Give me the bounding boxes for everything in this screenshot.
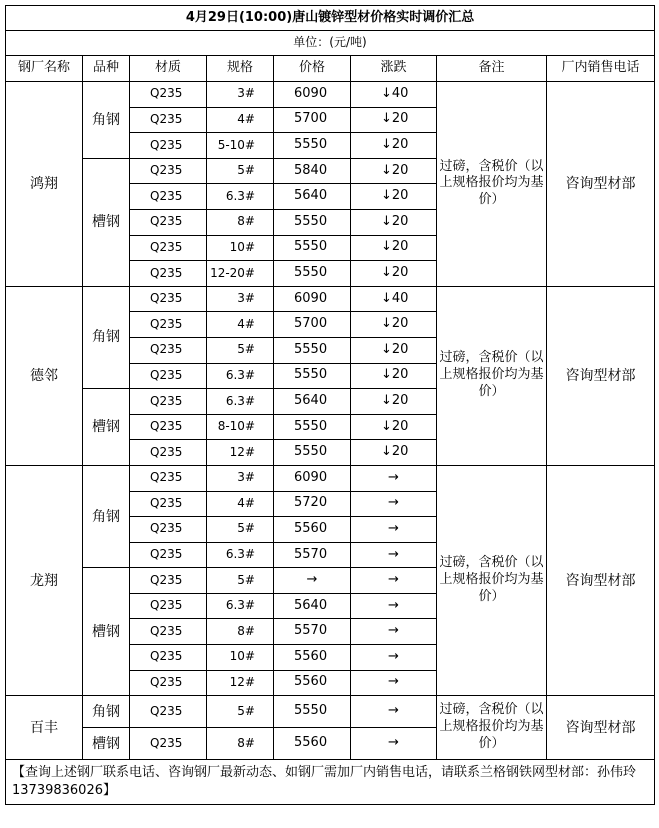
spec-cell: 6.3# bbox=[207, 593, 274, 619]
header-change: 涨跌 bbox=[351, 56, 437, 82]
price-cell: 5840 bbox=[274, 158, 351, 184]
variety-angle: 角钢 bbox=[83, 465, 130, 567]
price-cell: 5550 bbox=[274, 261, 351, 287]
mill-name: 德邻 bbox=[6, 286, 83, 465]
variety-channel: 槽钢 bbox=[83, 389, 130, 466]
material-cell: Q235 bbox=[130, 158, 207, 184]
flat-arrow-icon: → bbox=[351, 517, 437, 543]
material-cell: Q235 bbox=[130, 261, 207, 287]
price-cell: 5550 bbox=[274, 337, 351, 363]
note-cell: 过磅，含税价（以上规格报价均为基价） bbox=[437, 82, 547, 287]
price-cell: 5560 bbox=[274, 517, 351, 543]
material-cell: Q235 bbox=[130, 337, 207, 363]
down-arrow-icon: ↓ bbox=[381, 341, 392, 357]
flat-arrow-icon: → bbox=[351, 568, 437, 594]
spec-cell: 12# bbox=[207, 440, 274, 466]
price-cell: 5560 bbox=[274, 670, 351, 696]
material-cell: Q235 bbox=[130, 670, 207, 696]
mill-name: 龙翔 bbox=[6, 465, 83, 695]
header-material: 材质 bbox=[130, 56, 207, 82]
header-spec: 规格 bbox=[207, 56, 274, 82]
change-cell: ↓20 bbox=[351, 158, 437, 184]
material-cell: Q235 bbox=[130, 235, 207, 261]
material-cell: Q235 bbox=[130, 82, 207, 108]
spec-cell: 3# bbox=[207, 82, 274, 108]
price-cell: 5550 bbox=[274, 696, 351, 728]
flat-arrow-icon: → bbox=[351, 491, 437, 517]
header-note: 备注 bbox=[437, 56, 547, 82]
header-phone: 厂内销售电话 bbox=[547, 56, 655, 82]
spec-cell: 5-10# bbox=[207, 133, 274, 159]
material-cell: Q235 bbox=[130, 363, 207, 389]
spec-cell: 4# bbox=[207, 491, 274, 517]
flat-arrow-icon: → bbox=[351, 670, 437, 696]
header-variety: 品种 bbox=[83, 56, 130, 82]
material-cell: Q235 bbox=[130, 696, 207, 728]
material-cell: Q235 bbox=[130, 568, 207, 594]
price-cell: 5700 bbox=[274, 107, 351, 133]
price-cell: 5550 bbox=[274, 363, 351, 389]
price-summary-table bbox=[5, 5, 655, 805]
variety-channel: 槽钢 bbox=[83, 728, 130, 760]
spec-cell: 12# bbox=[207, 670, 274, 696]
spec-cell: 8# bbox=[207, 209, 274, 235]
spec-cell: 5# bbox=[207, 158, 274, 184]
change-cell: ↓20 bbox=[351, 184, 437, 210]
variety-channel: 槽钢 bbox=[83, 568, 130, 696]
phone-cell: 咨询型材部 bbox=[547, 696, 655, 760]
flat-arrow-icon: → bbox=[351, 645, 437, 671]
header-row bbox=[6, 56, 655, 82]
price-cell: 5560 bbox=[274, 728, 351, 760]
change-cell: ↓20 bbox=[351, 133, 437, 159]
material-cell: Q235 bbox=[130, 440, 207, 466]
price-cell: 5570 bbox=[274, 619, 351, 645]
variety-angle: 角钢 bbox=[83, 286, 130, 388]
flat-arrow-icon: → bbox=[351, 728, 437, 760]
price-cell: 5640 bbox=[274, 389, 351, 415]
material-cell: Q235 bbox=[130, 728, 207, 760]
variety-angle: 角钢 bbox=[83, 696, 130, 728]
down-arrow-icon: ↓ bbox=[381, 111, 392, 127]
flat-arrow-icon: → bbox=[274, 568, 351, 594]
material-cell: Q235 bbox=[130, 465, 207, 491]
change-cell: ↓20 bbox=[351, 363, 437, 389]
down-arrow-icon: ↓ bbox=[381, 392, 392, 408]
spec-cell: 6.3# bbox=[207, 389, 274, 415]
down-arrow-icon: ↓ bbox=[381, 85, 392, 101]
change-cell: ↓40 bbox=[351, 82, 437, 108]
spec-cell: 3# bbox=[207, 465, 274, 491]
material-cell: Q235 bbox=[130, 184, 207, 210]
price-cell: 5640 bbox=[274, 184, 351, 210]
spec-cell: 4# bbox=[207, 107, 274, 133]
price-cell: 6090 bbox=[274, 465, 351, 491]
price-cell: 5640 bbox=[274, 593, 351, 619]
material-cell: Q235 bbox=[130, 619, 207, 645]
mill-name: 鸿翔 bbox=[6, 82, 83, 287]
price-cell: 6090 bbox=[274, 82, 351, 108]
material-cell: Q235 bbox=[130, 312, 207, 338]
price-cell: 5550 bbox=[274, 235, 351, 261]
table-title: 4月29日(10:00)唐山镀锌型材价格实时调价汇总 bbox=[6, 6, 655, 31]
down-arrow-icon: ↓ bbox=[381, 239, 392, 255]
phone-cell: 咨询型材部 bbox=[547, 82, 655, 287]
flat-arrow-icon: → bbox=[351, 465, 437, 491]
down-arrow-icon: ↓ bbox=[381, 444, 392, 460]
spec-cell: 5# bbox=[207, 568, 274, 594]
note-cell: 过磅，含税价（以上规格报价均为基价） bbox=[437, 286, 547, 465]
material-cell: Q235 bbox=[130, 389, 207, 415]
price-cell: 5570 bbox=[274, 542, 351, 568]
price-cell: 5700 bbox=[274, 312, 351, 338]
table-row bbox=[6, 696, 655, 728]
note-cell: 过磅，含税价（以上规格报价均为基价） bbox=[437, 465, 547, 695]
flat-arrow-icon: → bbox=[351, 542, 437, 568]
price-cell: 5550 bbox=[274, 209, 351, 235]
change-cell: ↓20 bbox=[351, 261, 437, 287]
change-cell: ↓20 bbox=[351, 235, 437, 261]
material-cell: Q235 bbox=[130, 209, 207, 235]
table-row bbox=[6, 465, 655, 491]
change-cell: ↓40 bbox=[351, 286, 437, 312]
phone-cell: 咨询型材部 bbox=[547, 465, 655, 695]
variety-angle: 角钢 bbox=[83, 82, 130, 159]
spec-cell: 6.3# bbox=[207, 363, 274, 389]
variety-channel: 槽钢 bbox=[83, 158, 130, 286]
header-mill: 钢厂名称 bbox=[6, 56, 83, 82]
price-cell: 5550 bbox=[274, 440, 351, 466]
down-arrow-icon: ↓ bbox=[381, 264, 392, 280]
spec-cell: 5# bbox=[207, 696, 274, 728]
down-arrow-icon: ↓ bbox=[381, 188, 392, 204]
down-arrow-icon: ↓ bbox=[381, 367, 392, 383]
material-cell: Q235 bbox=[130, 107, 207, 133]
spec-cell: 8-10# bbox=[207, 414, 274, 440]
spec-cell: 10# bbox=[207, 235, 274, 261]
material-cell: Q235 bbox=[130, 542, 207, 568]
price-cell: 5560 bbox=[274, 645, 351, 671]
change-cell: ↓20 bbox=[351, 107, 437, 133]
change-cell: ↓20 bbox=[351, 440, 437, 466]
change-cell: ↓20 bbox=[351, 312, 437, 338]
unit-label: 单位：(元/吨) bbox=[6, 31, 655, 56]
change-cell: ↓20 bbox=[351, 337, 437, 363]
material-cell: Q235 bbox=[130, 645, 207, 671]
spec-cell: 8# bbox=[207, 728, 274, 760]
down-arrow-icon: ↓ bbox=[381, 162, 392, 178]
spec-cell: 3# bbox=[207, 286, 274, 312]
footer-contact: 【查询上述钢厂联系电话、咨询钢厂最新动态、如钢厂需加厂内销售电话，请联系兰格钢铁网型材部：孙伟玲13739836026】 bbox=[6, 760, 655, 805]
down-arrow-icon: ↓ bbox=[381, 418, 392, 434]
price-cell: 5550 bbox=[274, 414, 351, 440]
material-cell: Q235 bbox=[130, 517, 207, 543]
spec-cell: 5# bbox=[207, 337, 274, 363]
spec-cell: 5# bbox=[207, 517, 274, 543]
note-cell: 过磅，含税价（以上规格报价均为基价） bbox=[437, 696, 547, 760]
flat-arrow-icon: → bbox=[351, 593, 437, 619]
header-price: 价格 bbox=[274, 56, 351, 82]
change-cell: ↓20 bbox=[351, 389, 437, 415]
spec-cell: 6.3# bbox=[207, 184, 274, 210]
material-cell: Q235 bbox=[130, 414, 207, 440]
flat-arrow-icon: → bbox=[351, 696, 437, 728]
table-row bbox=[6, 286, 655, 312]
price-cell: 6090 bbox=[274, 286, 351, 312]
down-arrow-icon: ↓ bbox=[381, 137, 392, 153]
down-arrow-icon: ↓ bbox=[381, 316, 392, 332]
material-cell: Q235 bbox=[130, 133, 207, 159]
spec-cell: 12-20# bbox=[207, 261, 274, 287]
down-arrow-icon: ↓ bbox=[381, 213, 392, 229]
material-cell: Q235 bbox=[130, 593, 207, 619]
change-cell: ↓20 bbox=[351, 414, 437, 440]
material-cell: Q235 bbox=[130, 491, 207, 517]
spec-cell: 4# bbox=[207, 312, 274, 338]
spec-cell: 10# bbox=[207, 645, 274, 671]
change-cell: ↓20 bbox=[351, 209, 437, 235]
material-cell: Q235 bbox=[130, 286, 207, 312]
price-cell: 5720 bbox=[274, 491, 351, 517]
flat-arrow-icon: → bbox=[351, 619, 437, 645]
price-cell: 5550 bbox=[274, 133, 351, 159]
phone-cell: 咨询型材部 bbox=[547, 286, 655, 465]
spec-cell: 6.3# bbox=[207, 542, 274, 568]
table-row bbox=[6, 82, 655, 108]
down-arrow-icon: ↓ bbox=[381, 290, 392, 306]
mill-name: 百丰 bbox=[6, 696, 83, 760]
spec-cell: 8# bbox=[207, 619, 274, 645]
